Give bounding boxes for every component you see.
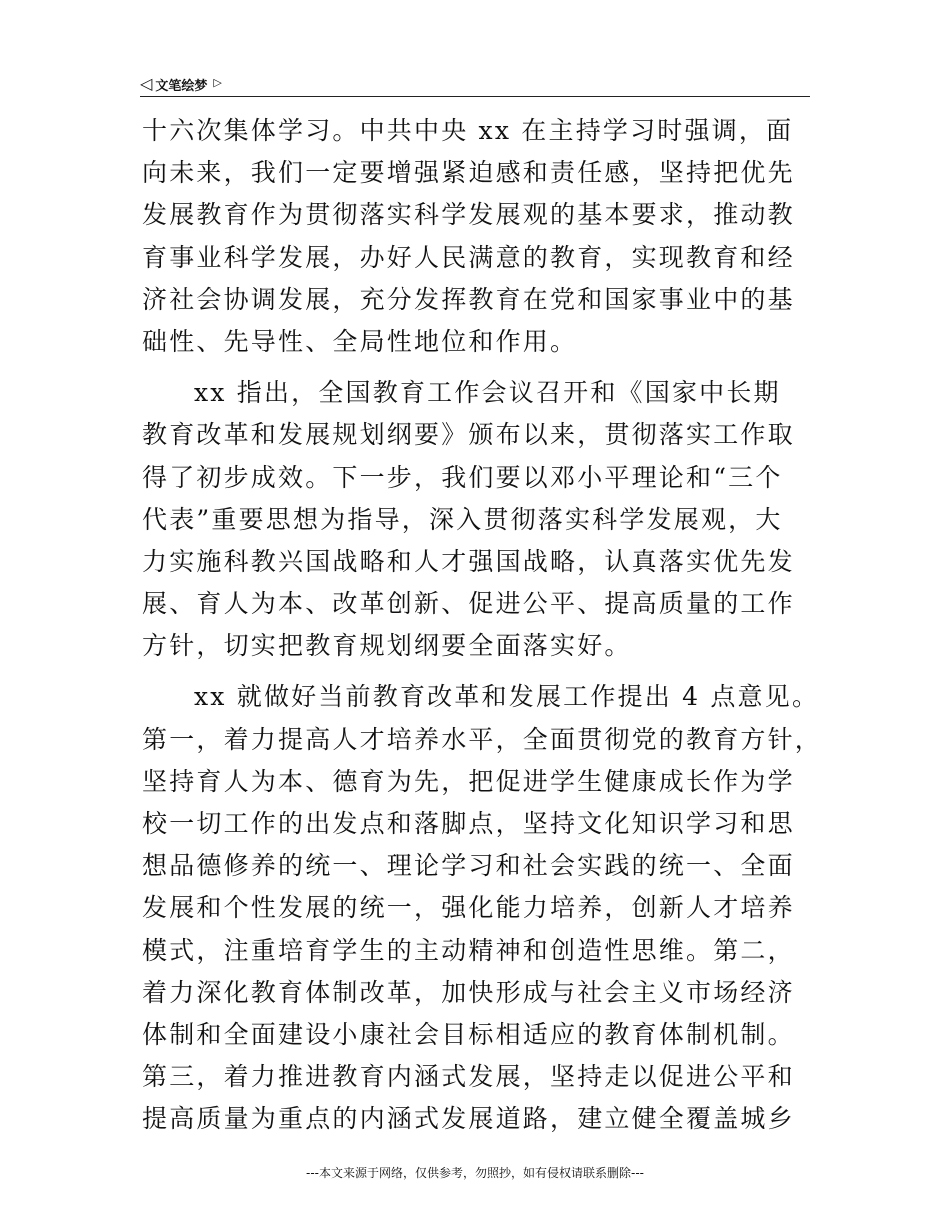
text-line: 提高质量为重点的内涵式发展道路，建立健全覆盖城乡 [142, 1104, 795, 1134]
paragraph-2 [142, 372, 814, 667]
left-triangle-icon: ◁ [140, 74, 153, 93]
text-line: 第三，着力推进教育内涵式发展，坚持走以促进公平和 [142, 1062, 795, 1092]
text-line: 济社会协调发展，充分发挥教育在党和国家事业中的基 [142, 284, 795, 314]
page-header [140, 72, 810, 96]
text-line: 第一，着力提高人才培养水平，全面贯彻党的教育方针， [142, 724, 823, 754]
text-line: 教育改革和发展规划纲要》颁布以来，贯彻落实工作取 [142, 420, 795, 450]
header-title: 文笔绘梦 [155, 78, 208, 94]
header-divider [140, 96, 810, 97]
paragraph-gap [142, 363, 814, 372]
text-line: 向未来，我们一定要增强紧迫感和责任感，坚持把优先 [142, 158, 795, 188]
text-line: 方针，切实把教育规划纲要全面落实好。 [142, 631, 632, 661]
document-body [142, 110, 823, 1141]
text-line: 体制和全面建设小康社会目标相适应的教育体制机制。 [142, 1019, 795, 1049]
text-line: 础性、先导性、全局性地位和作用。 [142, 326, 578, 356]
text-line: 育事业科学发展，办好人民满意的教育，实现教育和经 [142, 242, 795, 272]
text-line: 校一切工作的出发点和落脚点，坚持文化知识学习和思 [142, 809, 795, 838]
page-footer-disclaimer: ---本文来源于网络，仅供参考，勿照抄，如有侵权请联系删除--- [306, 1166, 644, 1180]
text-line: 十六次集体学习。中共中央 xx 在主持学习时强调，面 [142, 116, 794, 145]
text-line: 坚持育人为本、德育为先，把促进学生健康成长作为学 [142, 766, 795, 796]
text-line: 得了初步成效。下一步，我们要以邓小平理论和“三个 [142, 462, 783, 492]
text-line: xx 指出，全国教育工作会议召开和《国家中长期 [194, 378, 781, 408]
text-line: xx 就做好当前教育改革和发展工作提出 4 点意见。 [194, 682, 820, 712]
paragraph-3 [142, 676, 823, 1140]
text-line: 展、育人为本、改革创新、促进公平、提高质量的工作 [142, 589, 795, 619]
right-triangle-icon: ▷ [213, 75, 222, 89]
text-line: 发展教育作为贯彻落实科学发展观的基本要求，推动教 [142, 200, 795, 230]
paragraph-1 [142, 110, 814, 363]
text-line: 力实施科教兴国战略和人才强国战略，认真落实优先发 [142, 546, 795, 576]
text-line: 着力深化教育体制改革，加快形成与社会主义市场经济 [142, 977, 795, 1007]
text-line: 发展和个性发展的统一，强化能力培养，创新人才培养 [142, 893, 795, 923]
text-line: 想品德修养的统一、理论学习和社会实践的统一、全面 [142, 851, 795, 881]
paragraph-gap [142, 667, 814, 676]
text-line: 代表”重要思想为指导，深入贯彻落实科学发展观，大 [142, 504, 783, 534]
text-line: 模式，注重培育学生的主动精神和创造性思维。第二， [142, 935, 795, 965]
